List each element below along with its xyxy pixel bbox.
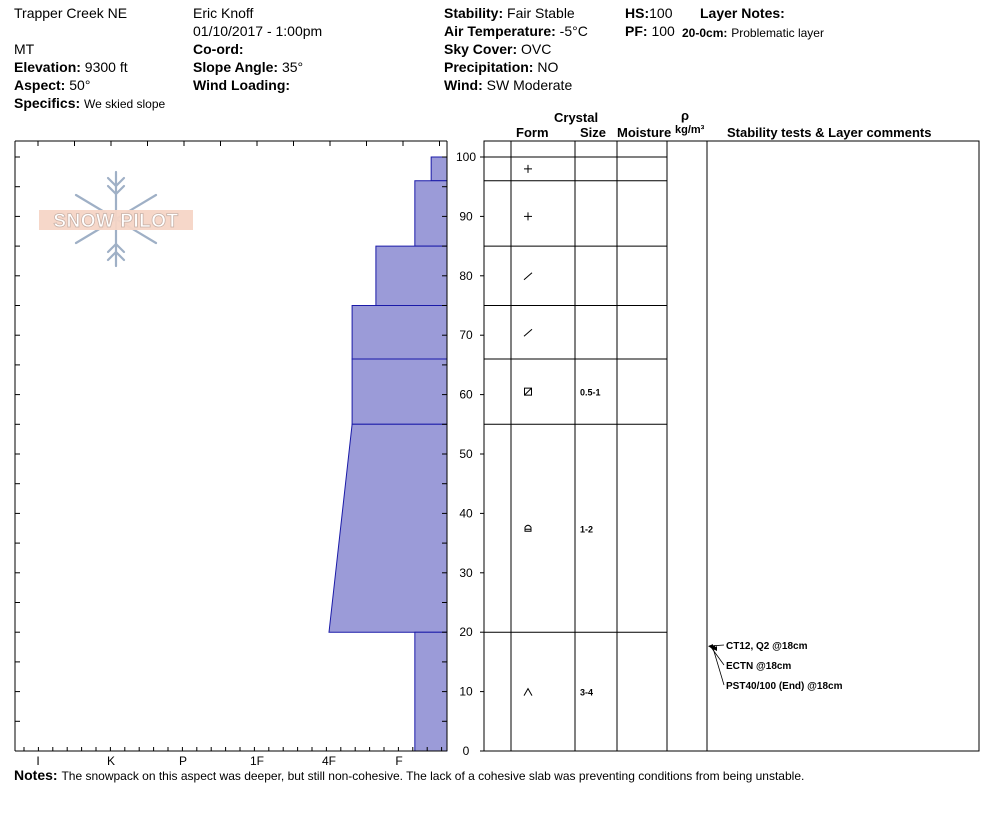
hs-label: HS: (625, 5, 650, 21)
x-tick-label: 1F (249, 754, 265, 768)
hardness-layer (415, 181, 447, 246)
air-temp-label: Air Temperature: (444, 23, 556, 39)
stability-test-label: PST40/100 (End) @18cm (726, 681, 843, 692)
y-tick-label: 0 (462, 744, 470, 758)
hs-value: 100 (649, 5, 673, 21)
x-tick-label: K (106, 754, 116, 768)
specifics-value: We skied slope (84, 97, 166, 111)
y-tick-label: 50 (459, 447, 473, 461)
y-tick-label: 70 (459, 328, 473, 343)
col-form-header: Form (516, 125, 549, 140)
grain-size-label: 3-4 (580, 687, 594, 698)
slope-value: 35° (281, 59, 304, 75)
hardness-layer (376, 246, 447, 305)
specifics-label: Specifics: (14, 95, 81, 111)
grain-size-label: 1-2 (580, 524, 594, 535)
observation-datetime: 01/10/2017 - 1:00pm (193, 23, 323, 39)
sky-cover-value: OVC (521, 41, 552, 57)
pf-value: 100 (651, 23, 675, 39)
stability-test-label: CT12, Q2 @18cm (726, 641, 808, 652)
col-density-unit: kg/m³ (675, 124, 705, 136)
location-name: Trapper Creek NE (14, 5, 128, 21)
slope-label: Slope Angle: (193, 59, 279, 75)
precipitation-label: Precipitation: (444, 59, 534, 75)
wind-loading-label: Wind Loading: (193, 77, 291, 93)
y-tick-label: 10 (459, 684, 473, 699)
y-tick-label: 80 (459, 268, 473, 283)
layer-note-depth: 20-0cm: (682, 26, 728, 40)
wind-value: SW Moderate (486, 77, 573, 93)
table-frame (484, 141, 979, 751)
stability-test-arrow (713, 648, 724, 685)
y-tick-label: 90 (459, 209, 473, 224)
notes-text: The snowpack on this aspect was deeper, but still non-cohesive. The lack of a cohesive slab was preventing conditions from being unstable. (61, 769, 805, 783)
state: MT (14, 41, 35, 57)
logo-text: SNOW PILOT (53, 211, 179, 232)
wind-label: Wind: (444, 77, 483, 93)
layer-notes-label: Layer Notes: (700, 5, 785, 21)
grain-form-symbol (524, 329, 532, 336)
grain-form-symbol (525, 388, 532, 395)
elevation-label: Elevation: (14, 59, 81, 75)
sky-cover-label: Sky Cover: (444, 41, 518, 57)
aspect-label: Aspect: (14, 77, 66, 93)
y-tick-label: 30 (459, 565, 473, 580)
precipitation-value: NO (537, 59, 559, 75)
notes-label: Notes: (14, 767, 58, 783)
y-tick-label: 60 (459, 387, 473, 402)
x-tick-label: F (395, 754, 403, 768)
col-comments-header: Stability tests & Layer comments (727, 125, 932, 140)
y-tick-label: 20 (459, 625, 473, 640)
air-temp-value: -5°C (559, 23, 588, 39)
hardness-layer (352, 359, 447, 424)
grain-form-symbol (524, 273, 532, 280)
x-tick-label: I (36, 754, 40, 768)
coord-label: Co-ord: (193, 41, 244, 57)
y-tick-label: 100 (455, 150, 477, 164)
grain-form-symbol (525, 525, 531, 531)
stability-test-label: ECTN @18cm (726, 661, 792, 672)
pf-label: PF: (625, 23, 648, 39)
hardness-layer (431, 157, 447, 181)
observer-name: Eric Knoff (193, 5, 254, 21)
x-tick-label: 4F (321, 754, 337, 768)
stability-value: Fair Stable (507, 5, 575, 21)
stability-label: Stability: (444, 5, 504, 21)
col-rho-header: ρ (681, 108, 690, 123)
layer-note-text: Problematic layer (731, 26, 824, 40)
elevation-value: 9300 ft (84, 59, 128, 75)
aspect-value: 50° (69, 77, 91, 93)
col-crystal-header: Crystal (554, 110, 599, 125)
hardness-layer (329, 424, 447, 632)
notes-row (14, 767, 804, 784)
col-size-header: Size (580, 125, 607, 140)
hardness-layer (352, 306, 447, 359)
x-tick-label: P (178, 754, 188, 768)
col-moisture-header: Moisture (617, 125, 672, 140)
y-tick-label: 40 (459, 506, 473, 521)
grain-size-label: 0.5-1 (580, 387, 601, 398)
grain-form-symbol (524, 689, 532, 696)
